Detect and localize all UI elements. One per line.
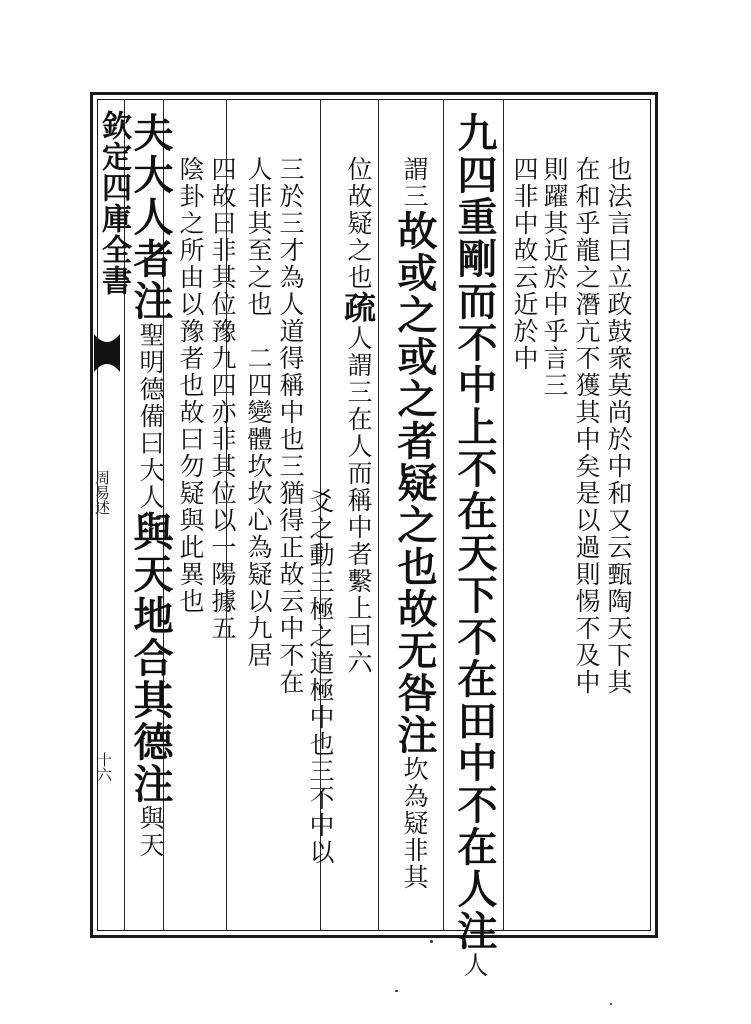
annotation-text: 人 xyxy=(460,952,489,979)
text-column-2b: 四非中故云近於中 xyxy=(510,156,539,372)
text-column-7: 三於三才為人道得稱中也三猶得正故云中不在 xyxy=(276,156,305,696)
text-column-9: 四故曰非其位豫九四亦非其位以一陽據五 xyxy=(208,156,237,642)
page-number: 十六 xyxy=(95,752,113,782)
annotation-text: 坎為疑非其 xyxy=(400,756,429,891)
annotation-text: 人謂三在人而稱中者繫上曰六 xyxy=(344,325,373,676)
annotation-text: 與天 xyxy=(136,805,165,859)
main-text-column-5 xyxy=(336,156,380,676)
main-text: 夫大人者注 xyxy=(127,112,174,322)
text-column-2a: 則躍其近於中乎言三 xyxy=(540,156,569,399)
main-text: 故或之或之者疑之也故无咎注 xyxy=(391,210,438,756)
column-divider xyxy=(443,99,444,931)
commentary-marker: 疏 xyxy=(339,291,377,325)
column-divider xyxy=(503,99,504,931)
annotation-text: 位故疑之也 xyxy=(344,156,373,291)
main-text: 與天地合其德注 xyxy=(127,511,174,805)
main-text-column-3 xyxy=(452,112,496,979)
main-text-column-4 xyxy=(392,156,436,891)
annotation-text: 聖明德備曰大人 xyxy=(136,322,165,511)
text-column-10: 陰卦之所由以豫者也故曰勿疑與此異也 xyxy=(176,156,205,615)
text-column-8: 人非其至之也 二四變體坎坎心為疑以九居 xyxy=(244,156,273,669)
annotation-text: 謂三 xyxy=(400,156,429,210)
section-title: 周易述 xyxy=(93,470,111,515)
main-text: 九四重剛而不中上不在天下不在田中不在人注 xyxy=(451,112,498,952)
main-text-column-11 xyxy=(128,112,172,859)
text-column-1b: 在和乎龍之潛亢不獲其中矣是以過則惕不及中 xyxy=(572,156,601,696)
book-title: 欽定四庫全書 xyxy=(96,110,131,296)
text-column-6: 爻之動三極之道極中也三不中以 xyxy=(306,488,335,866)
text-column-1a: 也法言曰立政鼓衆莫尚於中和又云甄陶天下其 xyxy=(604,156,633,696)
scan-speck xyxy=(430,940,433,943)
scan-speck xyxy=(610,1003,612,1005)
scan-speck xyxy=(395,990,398,992)
fishtail-mark-icon xyxy=(92,330,122,376)
